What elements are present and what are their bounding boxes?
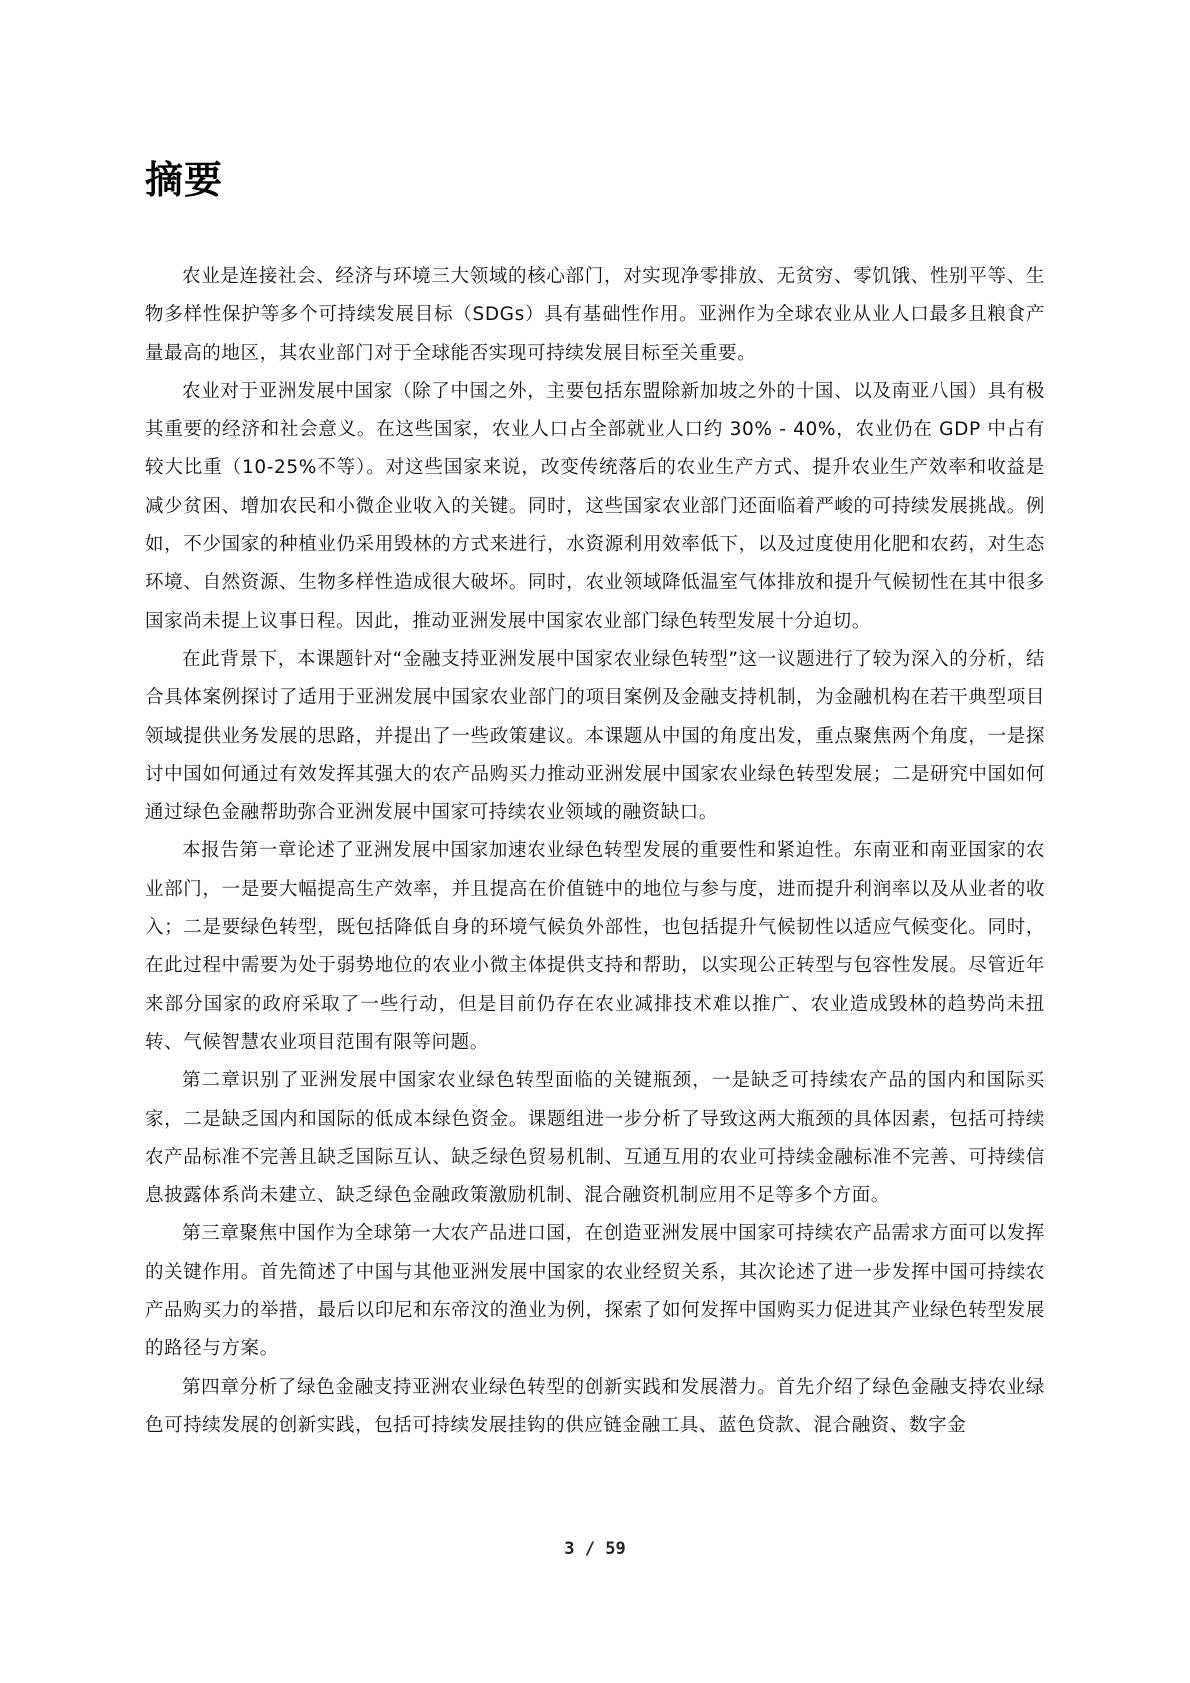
page-title: 摘要 <box>145 158 224 202</box>
paragraph-2: 农业对于亚洲发展中国家（除了中国之外，主要包括东盟除新加坡之外的十国、以及南亚八国）具有极其重要的经济和社会意义。在这些国家，农业人口占全部就业人口约 30% - 40%，农业仍在 GDP 中占有较大比重（10-25%不等）。对这些国家来说，改变传统落后的农业生产方式、提升农业生产效率和收益是减少贫困、增加农民和小微企业收入的关键。同时，这些国家农业部门还面临着严峻的可持续发展挑战。例如，不少国家的种植业仍采用毁林的方式来进行，水资源利用效率低下，以及过度使用化肥和农药，对生态环境、自然资源、生物多样性造成很大破坏。同时，农业领域降低温室气体排放和提升气候韧性在其中很多国家尚未提上议事日程。因此，推动亚洲发展中国家农业部门绿色转型发展十分迫切。 <box>145 380 1045 632</box>
paragraph-6: 第三章聚焦中国作为全球第一大农产品进口国，在创造亚洲发展中国家可持续农产品需求方面可以发挥的关键作用。首先简述了中国与其他亚洲发展中国家的农业经贸关系，其次论述了进一步发挥中国可持续农产品购买力的举措，最后以印尼和东帝汶的渔业为例，探索了如何发挥中国购买力促进其产业绿色转型发展的路径与方案。 <box>145 1223 1045 1360</box>
paragraph-5: 第二章识别了亚洲发展中国家农业绿色转型面临的关键瓶颈，一是缺乏可持续农产品的国内和国际买家，二是缺乏国内和国际的低成本绿色资金。课题组进一步分析了导致这两大瓶颈的具体因素，包括可持续农产品标准不完善且缺乏国际互认、缺乏绿色贸易机制、互通互用的农业可持续金融标准不完善、可持续信息披露体系尚未建立、缺乏绿色金融政策激励机制、混合融资机制应用不足等多个方面。 <box>145 1070 1045 1207</box>
paragraph-7: 第四章分析了绿色金融支持亚洲农业绿色转型的创新实践和发展潜力。首先介绍了绿色金融支持农业绿色可持续发展的创新实践，包括可持续发展挂钩的供应链金融工具、蓝色贷款、混合融资、数字金 <box>145 1376 1045 1436</box>
page-number: 3 / 59 <box>564 1539 626 1559</box>
paragraph-4: 本报告第一章论述了亚洲发展中国家加速农业绿色转型发展的重要性和紧迫性。东南亚和南亚国家的农业部门，一是要大幅提高生产效率，并且提高在价值链中的地位与参与度，进而提升利润率以及从业者的收入；二是要绿色转型，既包括降低自身的环境气候负外部性，也包括提升气候韧性以适应气候变化。同时，在此过程中需要为处于弱势地位的农业小微主体提供支持和帮助，以实现公正转型与包容性发展。尽管近年来部分国家的政府采取了一些行动，但是目前仍存在农业减排技术难以推广、农业造成毁林的趋势尚未扭转、气候智慧农业项目范围有限等问题。 <box>145 840 1045 1053</box>
paragraph-1: 农业是连接社会、经济与环境三大领域的核心部门，对实现净零排放、无贫穷、零饥饿、性别平等、生物多样性保护等多个可持续发展目标（SDGs）具有基础性作用。亚洲作为全球农业从业人口最多且粮食产量最高的地区，其农业部门对于全球能否实现可持续发展目标至关重要。 <box>145 266 1045 364</box>
abstract-body <box>145 258 1045 1548</box>
paragraph-3: 在此背景下，本课题针对“金融支持亚洲发展中国家农业绿色转型”这一议题进行了较为深入的分析，结合具体案例探讨了适用于亚洲发展中国家农业部门的项目案例及金融支持机制，为金融机构在若干典型项目领域提供业务发展的思路，并提出了一些政策建议。本课题从中国的角度出发，重点聚焦两个角度，一是探讨中国如何通过有效发挥其强大的农产品购买力推动亚洲发展中国家农业绿色转型发展；二是研究中国如何通过绿色金融帮助弥合亚洲发展中国家可持续农业领域的融资缺口。 <box>145 648 1045 824</box>
